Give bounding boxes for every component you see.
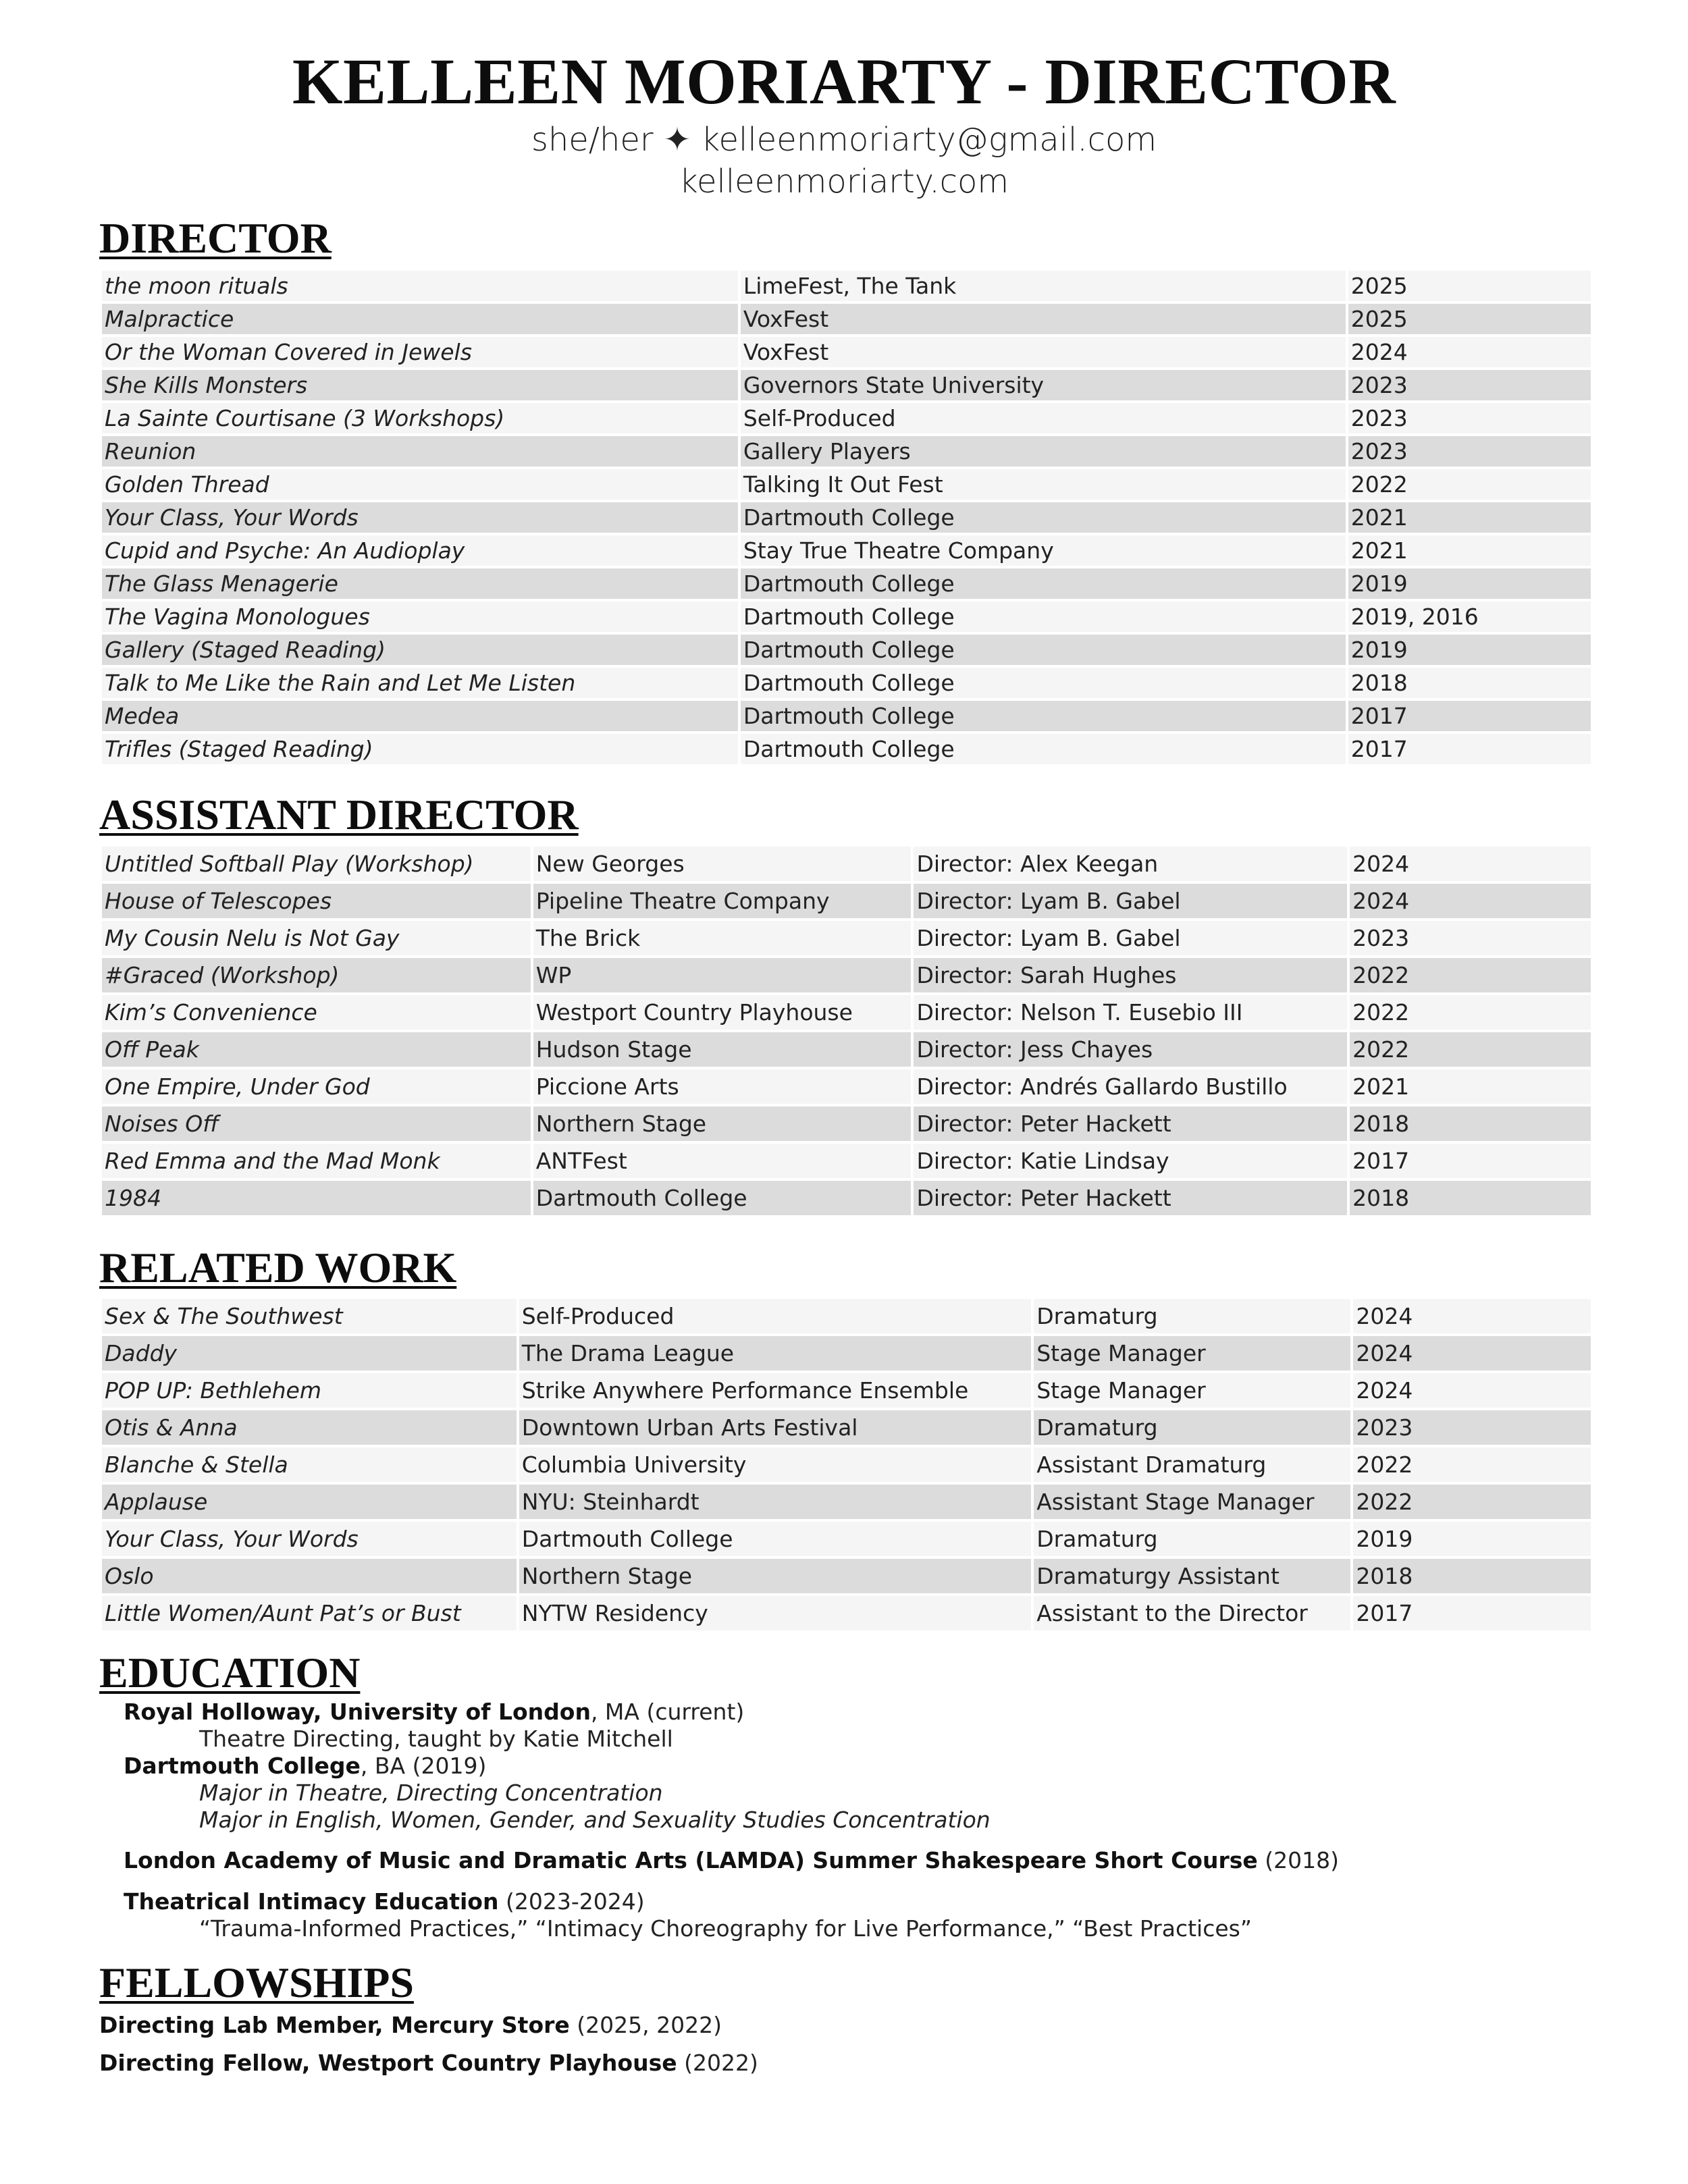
credit-row: [102, 1032, 1591, 1067]
credit-title: Malpractice: [102, 304, 738, 334]
credit-title: Untitled Softball Play (Workshop): [102, 847, 531, 881]
education-dartmouth: [124, 1753, 991, 1834]
credit-title: Daddy: [102, 1336, 517, 1370]
credit-role: Dramaturg: [1034, 1522, 1350, 1556]
credit-title: Blanche & Stella: [102, 1447, 517, 1482]
credit-row: [102, 1144, 1591, 1178]
credit-year: 2022: [1350, 958, 1591, 992]
credit-venue: VoxFest: [741, 337, 1346, 367]
fellowship-title: Directing Fellow, Westport Country Playhouse: [99, 2050, 677, 2076]
credit-venue: Dartmouth College: [741, 635, 1346, 665]
contact-line: she/her ✦ kelleenmoriarty@gmail.com: [531, 121, 1157, 159]
credit-title: Talk to Me Like the Rain and Let Me Listen: [102, 668, 738, 698]
credit-row: [102, 1596, 1591, 1630]
credit-role: Director: Jess Chayes: [914, 1032, 1347, 1067]
major: Major in English, Women, Gender, and Sexuality Studies Concentration: [199, 1807, 991, 1833]
credit-title: Noises Off: [102, 1107, 531, 1141]
credit-row: [102, 734, 1591, 764]
credit-role: Director: Peter Hackett: [914, 1181, 1347, 1215]
credit-row: [102, 1447, 1591, 1482]
credit-year: 2024: [1353, 1373, 1591, 1408]
credit-row: [102, 469, 1591, 500]
credit-row: [102, 1373, 1591, 1408]
credit-row: [102, 304, 1591, 334]
school-name: London Academy of Music and Dramatic Arts (LAMDA) Summer Shakespeare Short Course: [124, 1847, 1258, 1873]
resume-name: KELLEEN MORIARTY - DIRECTOR: [292, 45, 1396, 117]
credit-venue: Gallery Players: [741, 436, 1346, 467]
credit-row: [102, 502, 1591, 533]
credit-row: [102, 1410, 1591, 1445]
credit-title: POP UP: Bethlehem: [102, 1373, 517, 1408]
credit-title: Or the Woman Covered in Jewels: [102, 337, 738, 367]
credit-year: 2017: [1350, 1144, 1591, 1178]
credit-venue: LimeFest, The Tank: [741, 271, 1346, 301]
related-work-credits-table: [99, 1296, 1593, 1633]
credit-venue: Pipeline Theatre Company: [533, 884, 912, 918]
credit-row: [102, 1107, 1591, 1141]
credit-title: The Glass Menagerie: [102, 568, 738, 599]
credit-year: 2024: [1353, 1336, 1591, 1370]
credit-role: Dramaturg: [1034, 1299, 1350, 1333]
credit-title: #Graced (Workshop): [102, 958, 531, 992]
credit-row: [102, 370, 1591, 400]
credit-venue: NYTW Residency: [519, 1596, 1032, 1630]
credit-venue: Dartmouth College: [741, 502, 1346, 533]
credit-venue: Strike Anywhere Performance Ensemble: [519, 1373, 1032, 1408]
credit-title: Your Class, Your Words: [102, 1522, 517, 1556]
credit-venue: The Brick: [533, 921, 912, 955]
credit-year: 2017: [1348, 734, 1591, 764]
credit-title: The Vagina Monologues: [102, 602, 738, 632]
course-list: “Trauma-Informed Practices,” “Intimacy Choreography for Live Performance,” “Best Practices”: [199, 1915, 1252, 1942]
credit-venue: Talking It Out Fest: [741, 469, 1346, 500]
website: kelleenmoriarty.com: [679, 163, 1009, 201]
assistant-director-credits-table: [99, 844, 1593, 1218]
credit-role: Assistant Stage Manager: [1034, 1485, 1350, 1519]
credit-venue: Northern Stage: [519, 1559, 1032, 1593]
credit-venue: Self-Produced: [741, 403, 1346, 433]
credit-year: 2017: [1353, 1596, 1591, 1630]
credit-venue: Dartmouth College: [741, 668, 1346, 698]
credit-venue: Dartmouth College: [519, 1522, 1032, 1556]
section-heading-assistant-director: ASSISTANT DIRECTOR: [99, 791, 579, 838]
credit-role: Director: Andrés Gallardo Bustillo: [914, 1069, 1347, 1104]
credit-year: 2017: [1348, 701, 1591, 731]
credit-year: 2021: [1348, 502, 1591, 533]
credit-title: Otis & Anna: [102, 1410, 517, 1445]
degree: , MA (current): [590, 1699, 745, 1725]
credit-year: 2021: [1348, 535, 1591, 566]
credit-year: 2019: [1348, 568, 1591, 599]
credit-role: Stage Manager: [1034, 1336, 1350, 1370]
credit-row: [102, 535, 1591, 566]
credit-year: 2024: [1348, 337, 1591, 367]
credit-venue: Westport Country Playhouse: [533, 995, 912, 1030]
credit-row: [102, 701, 1591, 731]
school-name: Theatrical Intimacy Education: [124, 1888, 499, 1915]
credit-year: 2024: [1350, 884, 1591, 918]
credit-title: Cupid and Psyche: An Audioplay: [102, 535, 738, 566]
credit-venue: Dartmouth College: [741, 734, 1346, 764]
credit-venue: ANTFest: [533, 1144, 912, 1178]
credit-row: [102, 1181, 1591, 1215]
credit-year: 2019, 2016: [1348, 602, 1591, 632]
credit-title: Golden Thread: [102, 469, 738, 500]
education-lamda: [124, 1847, 1339, 1874]
director-credits-table: [99, 268, 1593, 767]
credit-title: Applause: [102, 1485, 517, 1519]
credit-year: 2022: [1353, 1447, 1591, 1482]
credit-year: 2024: [1353, 1299, 1591, 1333]
credit-row: [102, 1522, 1591, 1556]
section-heading-director: DIRECTOR: [99, 214, 332, 262]
education-intimacy: [124, 1888, 1252, 1942]
program-detail: Theatre Directing, taught by Katie Mitchell: [199, 1726, 673, 1752]
credit-role: Director: Sarah Hughes: [914, 958, 1347, 992]
credit-title: Your Class, Your Words: [102, 502, 738, 533]
credit-venue: Dartmouth College: [533, 1181, 912, 1215]
credit-role: Stage Manager: [1034, 1373, 1350, 1408]
credit-venue: Self-Produced: [519, 1299, 1032, 1333]
credit-venue: Piccione Arts: [533, 1069, 912, 1104]
school-name: Royal Holloway, University of London: [124, 1699, 591, 1725]
credit-venue: Downtown Urban Arts Festival: [519, 1410, 1032, 1445]
credit-row: [102, 1069, 1591, 1104]
resume-header: [0, 0, 1688, 203]
credit-title: My Cousin Nelu is Not Gay: [102, 921, 531, 955]
credit-year: 2021: [1350, 1069, 1591, 1104]
credit-venue: Governors State University: [741, 370, 1346, 400]
credit-year: 2023: [1348, 370, 1591, 400]
credit-venue: Northern Stage: [533, 1107, 912, 1141]
credit-role: Director: Lyam B. Gabel: [914, 921, 1347, 955]
credit-role: Assistant to the Director: [1034, 1596, 1350, 1630]
credit-title: La Sainte Courtisane (3 Workshops): [102, 403, 738, 433]
credit-year: 2022: [1353, 1485, 1591, 1519]
credit-year: 2018: [1348, 668, 1591, 698]
credit-row: [102, 995, 1591, 1030]
credit-year: 2022: [1348, 469, 1591, 500]
year: (2023-2024): [498, 1888, 645, 1915]
credit-role: Director: Nelson T. Eusebio III: [914, 995, 1347, 1030]
credit-row: [102, 271, 1591, 301]
credit-row: [102, 921, 1591, 955]
credit-title: Medea: [102, 701, 738, 731]
credit-title: Little Women/Aunt Pat’s or Bust: [102, 1596, 517, 1630]
credit-row: [102, 337, 1591, 367]
credit-role: Dramaturg: [1034, 1410, 1350, 1445]
credit-venue: The Drama League: [519, 1336, 1032, 1370]
major: Major in Theatre, Directing Concentration: [199, 1780, 663, 1806]
year: (2018): [1257, 1847, 1339, 1873]
credit-year: 2025: [1348, 271, 1591, 301]
credit-role: Director: Katie Lindsay: [914, 1144, 1347, 1178]
fellowship-item: [99, 2050, 758, 2077]
credit-year: 2018: [1350, 1107, 1591, 1141]
credit-row: [102, 958, 1591, 992]
fellowship-title: Directing Lab Member, Mercury Store: [99, 2012, 570, 2038]
credit-year: 2018: [1350, 1181, 1591, 1215]
credit-year: 2023: [1350, 921, 1591, 955]
school-name: Dartmouth College: [124, 1753, 361, 1779]
credit-row: [102, 1559, 1591, 1593]
credit-title: She Kills Monsters: [102, 370, 738, 400]
credit-title: Red Emma and the Mad Monk: [102, 1144, 531, 1178]
section-heading-education: EDUCATION: [99, 1649, 361, 1697]
credit-venue: Dartmouth College: [741, 701, 1346, 731]
degree: , BA (2019): [360, 1753, 487, 1779]
credit-title: 1984: [102, 1181, 531, 1215]
credit-title: House of Telescopes: [102, 884, 531, 918]
credit-year: 2022: [1350, 1032, 1591, 1067]
section-heading-fellowships: FELLOWSHIPS: [99, 1959, 414, 2006]
credit-venue: Columbia University: [519, 1447, 1032, 1482]
credit-year: 2019: [1353, 1522, 1591, 1556]
credit-role: Director: Alex Keegan: [914, 847, 1347, 881]
credit-title: Oslo: [102, 1559, 517, 1593]
credit-year: 2018: [1353, 1559, 1591, 1593]
credit-year: 2022: [1350, 995, 1591, 1030]
credit-row: [102, 847, 1591, 881]
credit-title: the moon rituals: [102, 271, 738, 301]
credit-venue: Stay True Theatre Company: [741, 535, 1346, 566]
credit-venue: VoxFest: [741, 304, 1346, 334]
credit-venue: Dartmouth College: [741, 602, 1346, 632]
credit-venue: Hudson Stage: [533, 1032, 912, 1067]
section-heading-related-work: RELATED WORK: [99, 1244, 457, 1291]
credit-row: [102, 668, 1591, 698]
credit-row: [102, 884, 1591, 918]
credit-venue: NYU: Steinhardt: [519, 1485, 1032, 1519]
fellowship-years: (2025, 2022): [569, 2012, 722, 2038]
credit-year: 2025: [1348, 304, 1591, 334]
credit-year: 2019: [1348, 635, 1591, 665]
credit-title: Off Peak: [102, 1032, 531, 1067]
credit-role: Assistant Dramaturg: [1034, 1447, 1350, 1482]
credit-year: 2024: [1350, 847, 1591, 881]
credit-year: 2023: [1348, 436, 1591, 467]
credit-venue: WP: [533, 958, 912, 992]
credit-title: Kim’s Convenience: [102, 995, 531, 1030]
credit-role: Dramaturgy Assistant: [1034, 1559, 1350, 1593]
education-royal-holloway: [124, 1699, 744, 1753]
credit-title: Reunion: [102, 436, 738, 467]
credit-row: [102, 635, 1591, 665]
credit-title: Gallery (Staged Reading): [102, 635, 738, 665]
credit-row: [102, 1299, 1591, 1333]
credit-row: [102, 1485, 1591, 1519]
credit-title: Sex & The Southwest: [102, 1299, 517, 1333]
credit-row: [102, 403, 1591, 433]
credit-year: 2023: [1353, 1410, 1591, 1445]
fellowship-item: [99, 2012, 722, 2039]
credit-venue: Dartmouth College: [741, 568, 1346, 599]
credit-row: [102, 1336, 1591, 1370]
credit-row: [102, 602, 1591, 632]
credit-year: 2023: [1348, 403, 1591, 433]
credit-venue: New Georges: [533, 847, 912, 881]
fellowship-years: (2022): [677, 2050, 758, 2076]
credit-title: One Empire, Under God: [102, 1069, 531, 1104]
credit-row: [102, 436, 1591, 467]
credit-role: Director: Peter Hackett: [914, 1107, 1347, 1141]
credit-title: Trifles (Staged Reading): [102, 734, 738, 764]
credit-row: [102, 568, 1591, 599]
credit-role: Director: Lyam B. Gabel: [914, 884, 1347, 918]
